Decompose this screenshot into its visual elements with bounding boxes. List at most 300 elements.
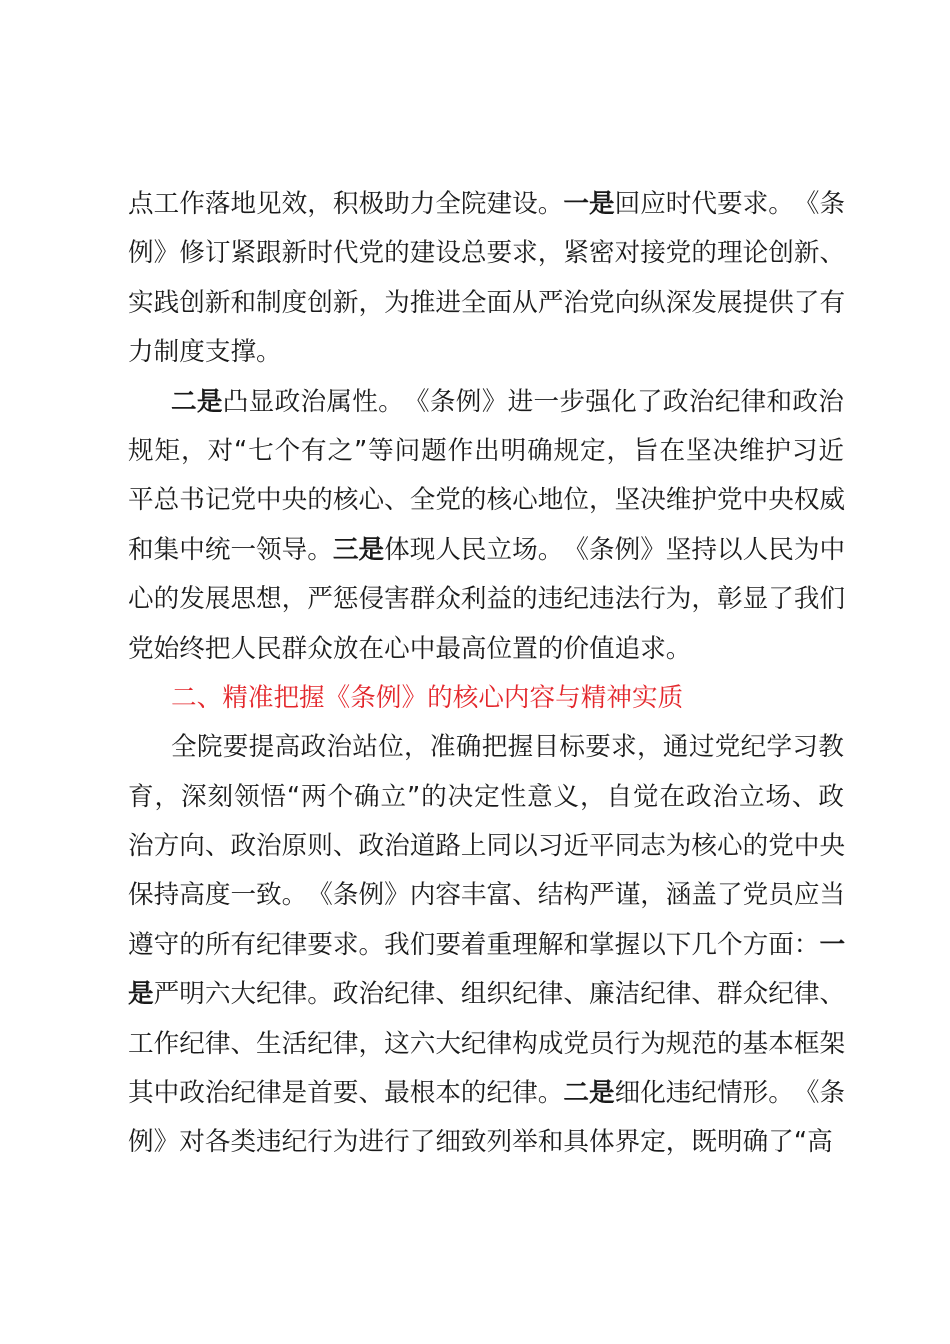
text-char: 度	[281, 287, 308, 318]
text-char: 心	[512, 485, 538, 516]
text-char: 深	[665, 287, 692, 318]
text-char: 和	[537, 1127, 564, 1158]
text-char: 总	[460, 238, 487, 269]
text-char: 条	[819, 1078, 846, 1109]
text-char: 。	[537, 189, 564, 219]
text-char: 发	[179, 584, 205, 615]
text-char: ：	[793, 929, 820, 960]
text-char: 《	[404, 386, 430, 417]
text-char: 纪	[384, 979, 410, 1010]
text-char: “	[233, 435, 248, 466]
text-char: 的	[691, 238, 718, 269]
text-char: 习	[792, 732, 818, 763]
text-char: 为	[665, 584, 692, 615]
text-char: 实	[631, 682, 658, 713]
text-char: 习	[537, 831, 564, 862]
text-char: ，	[580, 781, 606, 812]
text-char: 了	[793, 287, 820, 318]
text-char: 出	[474, 435, 500, 466]
text-char: 有	[230, 929, 257, 960]
text-char: 严	[153, 979, 180, 1010]
text-char: ”	[354, 435, 368, 466]
text-line	[128, 328, 844, 377]
text-char: 其	[128, 1078, 154, 1109]
text-char: 工	[153, 189, 180, 219]
text-char: 把	[273, 682, 300, 713]
text-char: 新	[793, 238, 820, 269]
text-char: 个	[274, 435, 301, 466]
text-char: 》	[384, 880, 410, 911]
text-char: 政	[300, 732, 327, 763]
text-char: 党	[742, 880, 769, 911]
text-char: 谨	[614, 880, 641, 911]
text-char: 条	[588, 534, 615, 565]
text-char: 以	[640, 929, 666, 960]
text-char: 应	[640, 189, 666, 219]
text-char: 律	[740, 386, 767, 417]
text-char: 掌	[588, 929, 615, 960]
text-char: 我	[384, 929, 410, 960]
text-char: 央	[819, 831, 846, 862]
text-char: 。	[281, 880, 308, 911]
text-char: 违	[665, 1078, 692, 1109]
text-char: 构	[563, 880, 589, 911]
text-char: 当	[819, 880, 846, 911]
text-char: 律	[512, 1078, 538, 1109]
text-char: 一	[230, 534, 257, 565]
text-char: 新	[204, 287, 231, 318]
text-char: 求	[512, 238, 538, 269]
text-char: 握	[507, 732, 534, 763]
text-char: 有	[301, 435, 327, 466]
text-line	[128, 625, 844, 674]
text-char: 对	[207, 435, 234, 466]
text-char: 例	[455, 386, 482, 417]
text-char: 惩	[332, 584, 359, 615]
text-char: 范	[691, 1028, 718, 1059]
text-char: 、	[691, 979, 718, 1010]
text-char: 要	[717, 189, 743, 219]
text-line	[128, 1020, 844, 1069]
text-char: 纪	[256, 929, 282, 960]
text-char: 举	[512, 1127, 538, 1158]
text-char: 对	[179, 1127, 205, 1158]
text-char: 学	[766, 732, 793, 763]
bold-text: 是	[358, 534, 385, 565]
text-char: 追	[614, 633, 641, 664]
text-char: 纪	[460, 1028, 487, 1059]
text-char: 路	[435, 831, 461, 862]
text-char: 创	[179, 287, 205, 318]
text-char: 过	[688, 732, 715, 763]
text-line	[128, 476, 844, 525]
text-line	[128, 822, 844, 871]
text-char: 接	[640, 238, 666, 269]
text-char: 准	[429, 732, 456, 763]
text-char: 致	[460, 1127, 487, 1158]
text-char: 所	[204, 929, 231, 960]
text-char: 明	[500, 435, 527, 466]
paragraph	[128, 378, 844, 674]
text-char: 践	[153, 287, 180, 318]
text-char: 从	[512, 287, 538, 318]
text-line	[128, 526, 844, 575]
text-char: 高	[807, 1127, 833, 1158]
text-char: 位	[378, 732, 404, 763]
text-char: 作	[179, 189, 205, 219]
text-char: 在	[659, 435, 686, 466]
text-char: 心	[478, 682, 504, 713]
section-heading	[128, 674, 844, 723]
text-char: 核	[332, 485, 359, 516]
text-char: 位	[486, 633, 513, 664]
text-char: 觉	[633, 781, 659, 812]
text-char: 在	[358, 633, 385, 664]
text-char: 纪	[281, 1127, 308, 1158]
text-char: 同	[486, 831, 513, 862]
text-char: 位	[563, 485, 589, 516]
text-char: 了	[409, 1127, 436, 1158]
text-char: 本	[435, 1078, 461, 1109]
text-char: 例	[614, 534, 641, 565]
text-char: 》	[153, 238, 180, 269]
text-char: 党	[714, 732, 741, 763]
text-char: 中	[819, 534, 846, 565]
text-char: 决	[447, 781, 474, 812]
text-char: 立	[380, 781, 407, 812]
text-line	[128, 871, 844, 920]
text-char: 和	[128, 534, 154, 565]
text-char: 原	[281, 831, 308, 862]
text-char: 央	[768, 485, 794, 516]
text-char: 显	[248, 386, 275, 417]
text-char: 条	[429, 386, 456, 417]
text-char: 维	[738, 435, 765, 466]
text-char: 人	[435, 534, 461, 565]
text-line	[128, 723, 844, 772]
paragraph	[128, 723, 844, 1168]
text-char: 和	[766, 386, 793, 417]
text-char: 提	[742, 287, 769, 318]
text-char: 支	[204, 337, 231, 368]
text-char: 着	[460, 929, 487, 960]
text-char: 面	[486, 287, 513, 318]
text-char: 强	[585, 386, 611, 417]
text-char: 问	[394, 435, 421, 466]
text-char: 守	[153, 929, 180, 960]
text-char: 神	[606, 682, 632, 713]
text-char: 涵	[665, 880, 692, 911]
bold-text: 是	[588, 1078, 615, 1109]
text-char: 法	[614, 584, 641, 615]
text-char: 六	[204, 979, 231, 1010]
text-char: 度	[179, 337, 205, 368]
text-char: 提	[248, 732, 275, 763]
text-char: 的	[179, 929, 205, 960]
text-char: 持	[691, 534, 718, 565]
text-char: 高	[179, 880, 205, 911]
text-char: 成	[537, 1028, 564, 1059]
text-char: 创	[768, 238, 794, 269]
text-char: 全	[171, 732, 197, 763]
text-char: 撑	[230, 337, 257, 368]
text-char: 有	[819, 287, 846, 318]
text-char: 基	[742, 1028, 769, 1059]
text-char: 》	[153, 1127, 180, 1158]
text-char: 院	[460, 189, 487, 219]
text-char: 心	[128, 584, 154, 615]
text-char: 要	[486, 238, 513, 269]
text-char: 党	[230, 485, 257, 516]
text-char: 治	[358, 979, 385, 1010]
text-char: 高	[460, 633, 487, 664]
text-char: 党	[768, 831, 794, 862]
text-char: 性	[500, 781, 527, 812]
text-char: 的	[153, 584, 180, 615]
text-char: 六	[409, 1028, 436, 1059]
text-char: 要	[435, 929, 461, 960]
text-char: 化	[611, 386, 637, 417]
text-char: 心	[358, 485, 385, 516]
text-char: 定	[580, 435, 606, 466]
bold-text: 是	[128, 979, 154, 1010]
text-char: 置	[512, 633, 538, 664]
text-char: 党	[128, 633, 154, 664]
text-char: 纪	[563, 584, 589, 615]
text-char: 精	[580, 682, 607, 713]
text-char: 律	[793, 979, 820, 1010]
text-char: 遵	[128, 929, 154, 960]
text-char: 、	[204, 831, 231, 862]
text-char: 中	[742, 485, 769, 516]
text-char: ，	[180, 435, 207, 466]
text-char: 中	[179, 534, 205, 565]
text-char: 和	[563, 929, 589, 960]
text-char: 的	[460, 1078, 487, 1109]
text-char: 为	[332, 1127, 359, 1158]
text-char: 容	[435, 880, 461, 911]
text-char: 显	[742, 584, 769, 615]
text-char: 体	[588, 1127, 615, 1158]
text-char: 、	[332, 831, 359, 862]
text-char: 导	[281, 534, 308, 565]
text-char: 织	[486, 979, 513, 1010]
text-char: 密	[588, 238, 615, 269]
text-char: 、	[384, 485, 410, 516]
text-char: 的	[421, 781, 447, 812]
text-char: 律	[332, 1028, 359, 1059]
text-char: 群	[409, 584, 436, 615]
text-char: 纪	[640, 979, 666, 1010]
text-char: 求	[611, 732, 637, 763]
text-char: 了	[637, 386, 663, 417]
text-char: 架	[819, 1028, 846, 1059]
text-char: 展	[204, 584, 231, 615]
text-char: ，	[307, 189, 333, 219]
text-line	[128, 279, 844, 328]
text-char: 众	[742, 979, 769, 1010]
text-char: 、	[563, 979, 589, 1010]
text-char: ，	[691, 584, 718, 615]
text-char: 点	[128, 189, 154, 219]
text-char: 违	[256, 1127, 282, 1158]
text-char: 的	[384, 238, 410, 269]
bold-text: 二	[171, 386, 197, 417]
text-char: 民	[768, 534, 794, 565]
text-char: 思	[230, 584, 257, 615]
text-char: 严	[537, 287, 564, 318]
text-char: 中	[153, 1078, 180, 1109]
text-char: 志	[640, 831, 666, 862]
text-char: 大	[230, 979, 257, 1010]
text-char: 定	[640, 1127, 666, 1158]
text-char: 习	[791, 435, 818, 466]
text-char: 情	[717, 1078, 743, 1109]
text-char: 要	[332, 1078, 359, 1109]
text-char: ，	[404, 732, 430, 763]
bold-text: 一	[563, 189, 589, 219]
text-char: 是	[281, 1078, 308, 1109]
text-line	[128, 427, 844, 476]
text-char: 力	[409, 189, 436, 219]
text-char: 想	[256, 584, 282, 615]
text-char: 近	[563, 831, 589, 862]
text-char: 治	[300, 386, 327, 417]
text-char: 律	[486, 1028, 513, 1059]
text-char: 工	[128, 1028, 154, 1059]
text-char: 一	[533, 386, 560, 417]
text-char: 回	[614, 189, 641, 219]
text-char: 治	[128, 831, 154, 862]
text-char: 道	[409, 831, 436, 862]
text-char: 立	[738, 781, 765, 812]
text-char: 纪	[714, 386, 741, 417]
text-char: 七	[248, 435, 274, 466]
text-char: 以	[717, 534, 743, 565]
text-char: 确	[742, 1127, 769, 1158]
text-char: 规	[665, 1028, 692, 1059]
text-char: 央	[281, 485, 308, 516]
text-char: 构	[512, 1028, 538, 1059]
text-char: 代	[332, 238, 359, 269]
text-char: 始	[153, 633, 180, 664]
text-char: 质	[657, 682, 684, 713]
text-char: 丰	[460, 880, 487, 911]
text-char: 价	[563, 633, 589, 664]
text-line	[128, 921, 844, 970]
text-char: 确	[354, 781, 380, 812]
text-char: 最	[435, 633, 461, 664]
text-char: 自	[606, 781, 633, 812]
text-char: 力	[128, 337, 154, 368]
text-char: 。	[307, 979, 333, 1010]
text-char: 党	[435, 485, 461, 516]
text-char: 标	[559, 732, 585, 763]
text-char: 平	[588, 831, 615, 862]
text-char: ，	[537, 238, 564, 269]
text-char: 治	[712, 781, 739, 812]
text-char: 《	[793, 189, 820, 219]
text-char: 容	[529, 682, 556, 713]
text-char: 握	[614, 929, 641, 960]
text-char: 威	[819, 485, 846, 516]
text-char: 党	[717, 485, 743, 516]
text-char: 严	[307, 584, 333, 615]
text-char: 众	[435, 584, 461, 615]
text-char: 立	[486, 534, 513, 565]
text-char: 列	[486, 1127, 513, 1158]
text-char: 方	[153, 831, 180, 862]
text-char: 治	[204, 1078, 231, 1109]
text-char: 效	[281, 189, 308, 219]
text-char: 致	[256, 880, 282, 911]
text-char: 条	[332, 880, 359, 911]
text-char: 悟	[260, 781, 287, 812]
text-char: 以	[512, 831, 538, 862]
text-char: 员	[768, 880, 794, 911]
text-char: 求	[332, 929, 359, 960]
text-char: 的	[460, 485, 487, 516]
text-char: 场	[765, 781, 792, 812]
text-char: 《	[563, 534, 589, 565]
text-char: 值	[588, 633, 615, 664]
text-char: 制	[256, 287, 282, 318]
text-char: 通	[662, 732, 689, 763]
text-char: 。	[378, 386, 404, 417]
text-char: 把	[204, 633, 231, 664]
text-char: 则	[307, 831, 333, 862]
text-char: 条	[350, 682, 376, 713]
text-char: 人	[230, 633, 257, 664]
text-char: 面	[768, 929, 794, 960]
text-char: 确	[527, 435, 553, 466]
text-char: 统	[204, 534, 231, 565]
text-char: 结	[537, 880, 564, 911]
text-char: 终	[179, 633, 205, 664]
text-char: 体	[384, 534, 410, 565]
text-char: 》	[481, 386, 508, 417]
text-char: 洁	[614, 979, 641, 1010]
text-char: 进	[507, 386, 534, 417]
text-char: 深	[180, 781, 207, 812]
text-char: 中	[793, 831, 820, 862]
text-char: 员	[588, 1028, 615, 1059]
text-char: 为	[384, 287, 410, 318]
text-char: 。	[768, 189, 794, 219]
text-char: 、	[512, 880, 538, 911]
text-char: 修	[179, 238, 205, 269]
text-char: 时	[307, 238, 333, 269]
text-char: 行	[307, 1127, 333, 1158]
text-char: 纪	[768, 979, 794, 1010]
text-char: 的	[537, 633, 564, 664]
text-char: 我	[793, 584, 820, 615]
text-char: 论	[742, 238, 769, 269]
text-char: 领	[233, 781, 260, 812]
bold-text: 是	[196, 386, 223, 417]
text-char: 的	[307, 485, 333, 516]
text-char: 利	[460, 584, 487, 615]
text-char: 例	[128, 238, 154, 269]
text-char: 治	[688, 386, 715, 417]
text-char: 治	[384, 831, 410, 862]
text-char: 新	[281, 238, 308, 269]
text-char: 根	[409, 1078, 436, 1109]
text-char: 中	[409, 633, 436, 664]
text-char: 。	[768, 1078, 794, 1109]
text-char: 《	[324, 682, 351, 713]
text-char: 党	[665, 238, 692, 269]
